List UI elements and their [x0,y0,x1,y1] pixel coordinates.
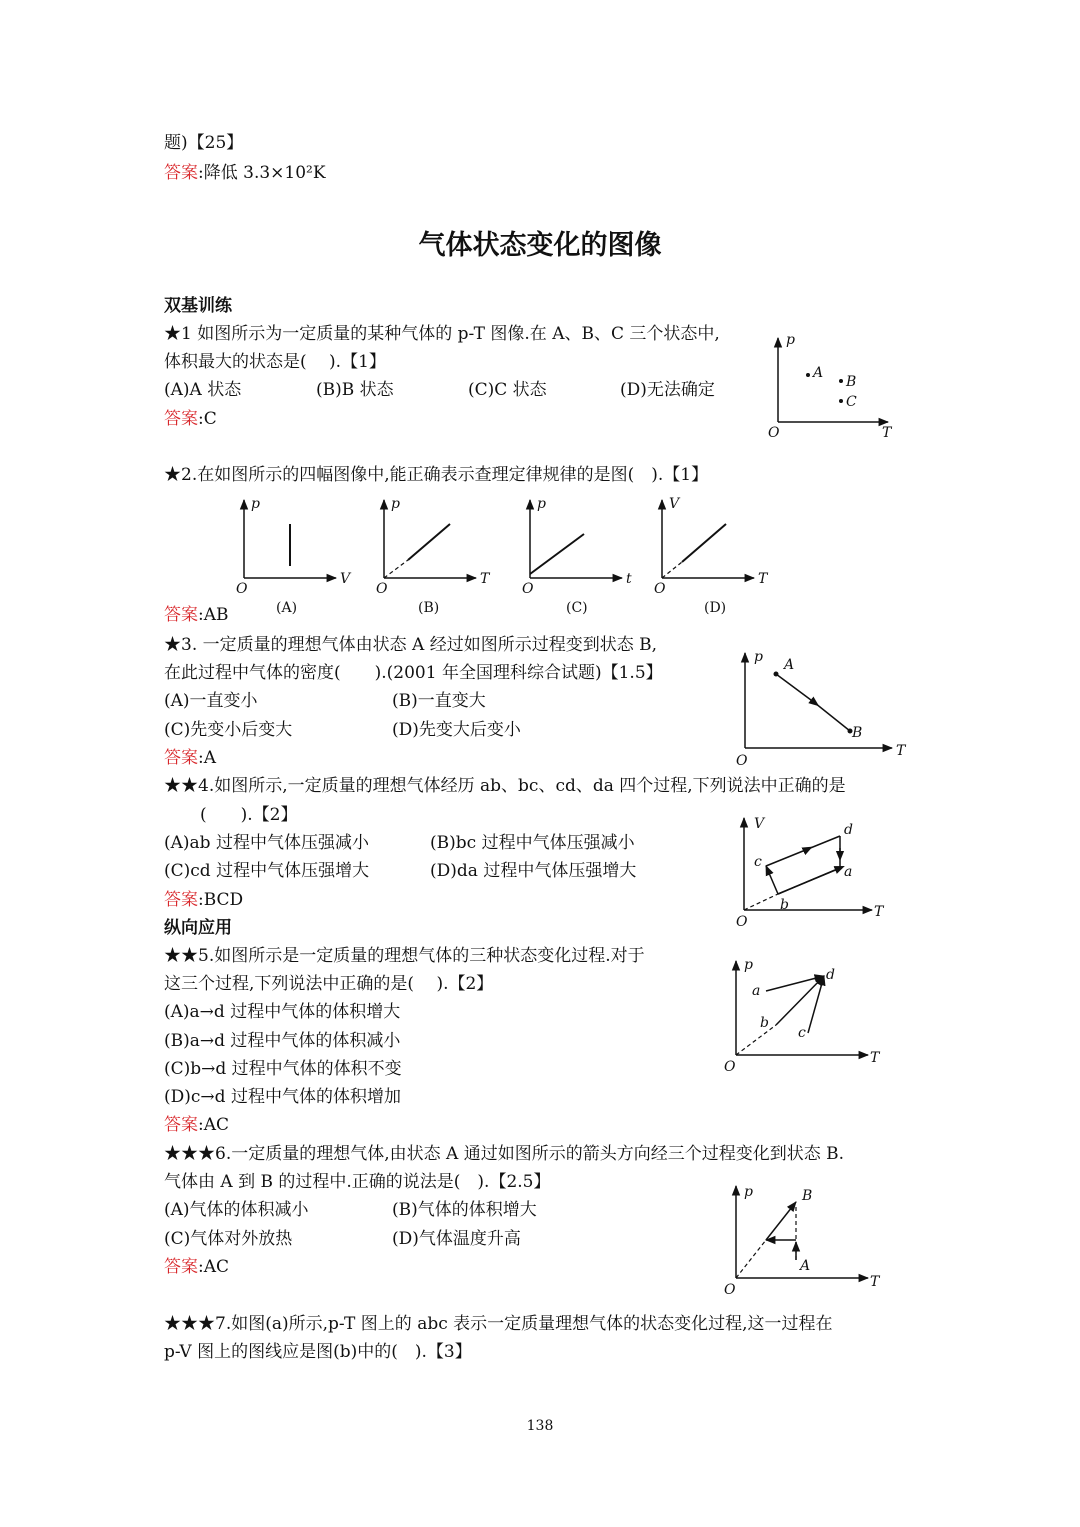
q1-option-d: (D)无法确定 [620,380,715,400]
label-C: C [846,394,857,410]
label-B: B [846,374,857,390]
answer-value: :A [198,748,217,768]
q4-option-b: (B)bc 过程中气体压强减小 [430,833,635,853]
q2-graph-c [518,494,638,624]
label-A: A [800,1258,811,1274]
q6-option-a: (A)气体的体积减小 [164,1200,309,1220]
q3-option-a: (A)一直变小 [164,691,258,711]
origin-label: O [724,1059,736,1075]
axis-label-x: V [340,571,351,587]
origin-label: O [724,1282,736,1298]
axis-label-p: p [786,332,795,348]
q3-answer [164,746,216,770]
origin-label: O [522,581,534,597]
process-step3 [766,1202,796,1240]
q5-option-b: (B)a→d 过程中气体的体积减小 [164,1031,401,1051]
origin-label: O [768,425,780,441]
point-B [839,379,843,383]
dashed-line-origin [736,1240,766,1278]
label-d: d [826,967,835,983]
axis-label-p: p [744,957,753,973]
dashed-extension [662,562,682,578]
label-B: B [802,1188,813,1204]
prev-answer [164,161,326,185]
q6-answer [164,1255,229,1279]
label-A: A [784,657,795,673]
answer-label: 答案 [164,1257,198,1277]
answer-value: :AC [198,1115,230,1135]
answer-label: 答案 [164,748,198,768]
origin-label: O [654,581,666,597]
point-A [806,373,810,377]
axis-label-p: p [754,649,763,665]
section-heading: 纵向应用 [164,918,232,938]
page-number: 138 [526,1418,554,1434]
label-c: c [754,854,762,870]
q4-stem-line1: ★★4.如图所示,一定质量的理想气体经历 ab、bc、cd、da 四个过程,下列说法中正确的是 [164,776,846,796]
process-bc-line [766,866,778,894]
q4-option-c: (C)cd 过程中气体压强增大 [164,861,370,881]
q3-stem-line1: ★3. 一定质量的理想气体由状态 A 经过如图所示过程变到状态 B, [164,635,658,655]
answer-label: 答案 [164,163,198,183]
dashed-line-b [736,1025,776,1055]
q4-option-d: (D)da 过程中气体压强增大 [430,861,637,881]
q3-option-d: (D)先变大后变小 [392,720,521,740]
q1-option-b: (B)B 状态 [316,380,394,400]
section-heading: 双基训练 [164,296,232,316]
answer-value: :AB [198,605,229,625]
q4-answer [164,888,243,912]
process-line [776,674,850,731]
graph-line [682,524,726,562]
label-A: A [813,365,824,381]
q3-option-c: (C)先变小后变大 [164,720,293,740]
graph-line [408,524,450,560]
origin-label: O [736,914,748,930]
q6-option-d: (D)气体温度升高 [392,1229,521,1249]
q2-stem: ★2.在如图所示的四幅图像中,能正确表示查理定律规律的是图( ).【1】 [164,465,709,485]
answer-label: 答案 [164,409,198,429]
axis-label-y: V [669,496,680,512]
axis-label-x: T [758,571,768,587]
q2-graph-d [650,494,770,624]
axis-label-V: V [754,816,765,832]
q2-answer [164,603,229,627]
axis-label-y: p [537,496,546,512]
cd-arrow [804,849,808,851]
label-a: a [844,864,853,880]
axis-label-T: T [870,1274,880,1290]
answer-value: :AC [198,1257,230,1277]
state-A [774,672,779,677]
q5-option-c: (C)b→d 过程中气体的体积不变 [164,1059,402,1079]
point-C [839,399,843,403]
caption: (C) [566,600,588,616]
axis-label-T: T [874,904,884,920]
answer-label: 答案 [164,1115,198,1135]
dashed-extension [384,560,408,578]
q3-option-b: (B)一直变大 [392,691,486,711]
label-a: a [752,983,761,999]
q3-pT-graph [730,645,910,770]
axis-label-y: p [251,496,260,512]
q5-answer [164,1113,229,1137]
q1-option-c: (C)C 状态 [468,380,547,400]
q7-stem-line2: p-V 图上的图线应是图(b)中的( ).【3】 [164,1342,472,1362]
process-ad-line [766,976,824,991]
q4-option-a: (A)ab 过程中气体压强减小 [164,833,369,853]
axis-label-x: t [626,571,632,587]
q5-stem-line1: ★★5.如图所示是一定质量的理想气体的三种状态变化过程.对于 [164,946,645,966]
caption: (A) [276,600,298,616]
q1-stem-line2: 体积最大的状态是( ).【1】 [164,352,386,372]
q7-stem-line1: ★★★7.如图(a)所示,p-T 图上的 abc 表示一定质量理想气体的状态变化过程,这一过程在 [164,1314,833,1334]
answer-value: :降低 3.3×10²K [198,163,326,183]
prev-question-tail: 题)【25】 [164,133,244,153]
q5-option-a: (A)a→d 过程中气体的体积增大 [164,1002,401,1022]
answer-label: 答案 [164,890,198,910]
q1-answer [164,407,217,431]
q6-option-c: (C)气体对外放热 [164,1229,293,1249]
q1-stem-line1: ★1 如图所示为一定质量的某种气体的 p-T 图像.在 A、B、C 三个状态中, [164,324,720,344]
answer-value: :C [198,409,217,429]
process-cd-line [766,836,840,866]
q1-pT-graph [760,330,900,445]
process-ab-line [778,868,840,894]
axis-label-p: p [744,1184,753,1200]
caption: (D) [704,600,727,616]
q6-pT-graph [722,1180,892,1300]
dashed-line-to-b [744,894,778,910]
label-b: b [780,897,789,913]
origin-label: O [736,753,748,769]
q5-stem-line2: 这三个过程,下列说法中正确的是( ).【2】 [164,974,494,994]
label-d: d [844,822,853,838]
q5-pT-graph [720,955,890,1075]
label-B: B [852,725,863,741]
graph-line [530,534,584,574]
origin-label: O [376,581,388,597]
answer-label: 答案 [164,605,198,625]
q6-stem-line2: 气体由 A 到 B 的过程中.正确的说法是( ).【2.5】 [164,1172,551,1192]
q2-graph-b [372,494,492,624]
axis-label-T: T [882,425,892,441]
axis-label-x: T [480,571,490,587]
axis-label-y: p [391,496,400,512]
q3-stem-line2: 在此过程中气体的密度( ).(2001 年全国理科综合试题)【1.5】 [164,663,663,683]
axis-label-T: T [870,1050,880,1066]
q5-option-d: (D)c→d 过程中气体的体积增加 [164,1087,401,1107]
page-title: 气体状态变化的图像 [418,230,662,261]
label-b: b [760,1015,769,1031]
origin-label: O [236,581,248,597]
answer-value: :BCD [198,890,244,910]
label-c: c [798,1025,806,1041]
q4-stem-line2: ( ).【2】 [200,805,298,825]
q6-option-b: (B)气体的体积增大 [392,1200,537,1220]
caption: (B) [418,600,440,616]
q2-graph-a [232,494,352,624]
q4-VT-graph [730,812,900,932]
q6-stem-line1: ★★★6.一定质量的理想气体,由状态 A 通过如图所示的箭头方向经三个过程变化到状态 B. [164,1144,845,1164]
q1-option-a: (A)A 状态 [164,380,242,400]
axis-label-T: T [896,743,906,759]
